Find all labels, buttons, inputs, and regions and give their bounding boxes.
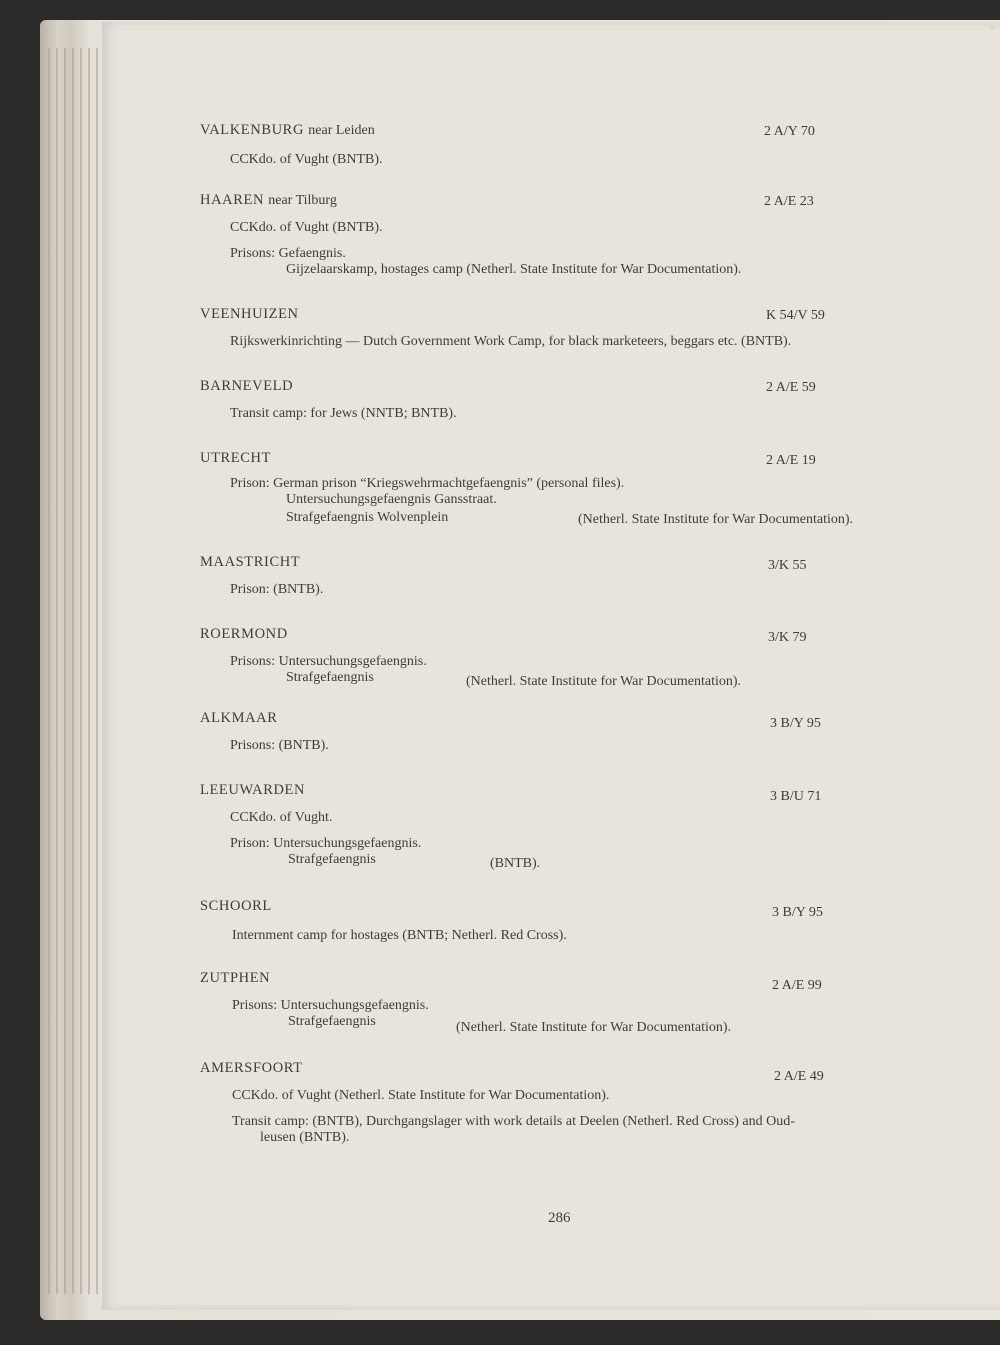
entry-line: Prisons: Gefaengnis. [230,246,346,261]
entry-line: (BNTB). [490,856,541,871]
entry-line: Gijzelaarskamp, hostages camp (Netherl. State Institute for War Documentation). [286,262,742,277]
place-name: VALKENBURG [200,122,305,138]
entry-heading [200,898,272,915]
place-name: MAASTRICHT [200,554,301,570]
map-code: 3 B/Y 95 [772,905,823,920]
entry-heading [200,450,271,467]
page-number: 286 [548,1210,571,1226]
entry-heading [200,626,288,643]
map-code: 2 A/E 99 [772,978,822,993]
entry-heading [200,1060,303,1077]
entry-line: (Netherl. State Institute for War Documentation). [466,674,742,689]
entry-line: CCKdo. of Vught (Netherl. State Institute for War Documentation). [232,1088,610,1103]
map-code: 2 A/E 23 [764,194,814,209]
map-code: 3 B/U 71 [770,789,822,804]
entry-line: Rijkswerkinrichting — Dutch Government Work Camp, for black marketeers, beggars etc. (BNTB). [230,334,792,349]
entry-heading [200,554,300,571]
entry-line: Strafgefaengnis Wolvenplein [286,510,449,525]
entry-line: CCKdo. of Vught (BNTB). [230,220,383,235]
entry-line: Prison: (BNTB). [230,582,324,597]
map-code: 2 A/Y 70 [764,124,815,139]
place-name: HAAREN [200,192,265,208]
entry-line: (Netherl. State Institute for War Documentation). [456,1020,732,1035]
place-qualifier: near Tilburg [268,193,337,208]
entry-heading [200,306,299,323]
entry-heading [200,710,278,727]
entry-line: CCKdo. of Vught. [230,810,333,825]
entry-line: Prison: Untersuchungsgefaengnis. [230,836,422,851]
map-code: K 54/V 59 [766,308,825,323]
place-name: ALKMAAR [200,710,278,726]
entry-line: Strafgefaengnis [288,1014,376,1029]
entry-line: Prison: German prison “Kriegswehrmachtgefaengnis” (personal files). [230,476,625,491]
entry-heading [200,192,337,209]
entry-line: Untersuchungsgefaengnis Gansstraat. [286,492,497,507]
entry-heading [200,122,375,139]
map-code: 2 A/E 59 [766,380,816,395]
place-name: ROERMOND [200,626,288,642]
map-code: 2 A/E 49 [774,1069,824,1084]
book-page [102,22,1000,1310]
place-name: UTRECHT [200,450,272,466]
place-qualifier: near Leiden [308,123,375,138]
map-code: 3/K 55 [768,558,807,573]
entry-heading [200,378,293,395]
place-name: ZUTPHEN [200,970,271,986]
entry-heading [200,782,305,799]
map-code: 3 B/Y 95 [770,716,821,731]
entry-line: Prisons: Untersuchungsgefaengnis. [232,998,429,1013]
entry-line: Prisons: (BNTB). [230,738,329,753]
place-name: SCHOORL [200,898,272,914]
map-code: 3/K 79 [768,630,807,645]
entry-line: Strafgefaengnis [286,670,374,685]
entry-line: (Netherl. State Institute for War Documentation). [578,512,854,527]
page-mark [990,26,994,30]
entry-line: Strafgefaengnis [288,852,376,867]
entry-line: Transit camp: (BNTB), Durchgangslager with work details at Deelen (Netherl. Red Cross) and Oud- [232,1114,795,1129]
map-code: 2 A/E 19 [766,453,816,468]
place-name: BARNEVELD [200,378,294,394]
entry-line: Prisons: Untersuchungsgefaengnis. [230,654,427,669]
place-name: AMERSFOORT [200,1060,303,1076]
entry-line: CCKdo. of Vught (BNTB). [230,152,383,167]
place-name: VEENHUIZEN [200,306,299,322]
entry-line: Internment camp for hostages (BNTB; Netherl. Red Cross). [232,928,567,943]
place-name: LEEUWARDEN [200,782,306,798]
entry-line: Transit camp: for Jews (NNTB; BNTB). [230,406,457,421]
entry-heading [200,970,270,987]
entry-line: leusen (BNTB). [260,1130,350,1145]
